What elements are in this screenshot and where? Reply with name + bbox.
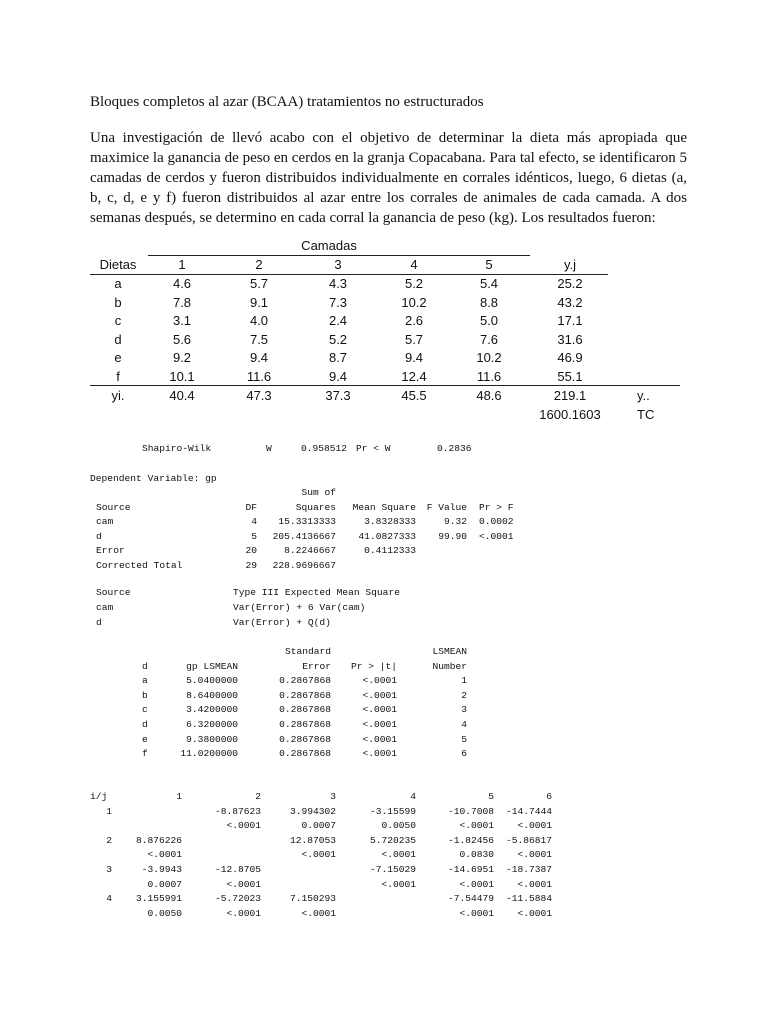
data-cell: 7.8 <box>172 294 192 310</box>
lsmeans-d-cell: f <box>142 748 148 760</box>
data-cell: 4.3 <box>328 276 348 291</box>
data-cell: 11.6 <box>476 369 502 384</box>
data-cell: 11.6 <box>246 369 272 384</box>
row-total-cell: 25.2 <box>557 276 583 291</box>
pairwise-t-value: -7.54479 <box>447 893 494 905</box>
pairwise-p-value: <.0001 <box>459 878 494 890</box>
row-total-cell: 43.2 <box>557 294 583 310</box>
data-cell: 7.3 <box>328 294 348 310</box>
lsmeans-se-cell: 0.2867868 <box>279 704 331 716</box>
lsmeans-mean-cell: 11.0200000 <box>180 748 238 760</box>
anova-ss-cell: 8.2246667 <box>284 545 336 557</box>
pairwise-p-value: <.0001 <box>459 820 494 832</box>
lsmeans-d-cell: d <box>142 719 148 730</box>
lsmeans-mean-cell: 6.3200000 <box>186 719 238 730</box>
anova-ss-cell: 228.9696667 <box>272 560 336 571</box>
anova-df-cell: 5 <box>251 530 257 542</box>
anova-source-cell: d <box>96 530 102 542</box>
pairwise-row-header: 2 <box>106 834 112 846</box>
tc-label: TC <box>637 407 655 422</box>
lsmeans-mean-header: gp LSMEAN <box>186 660 238 672</box>
pairwise-t-value: 8.876226 <box>135 834 182 846</box>
pairwise-row-header: 4 <box>106 893 112 905</box>
pairwise-t-value: -7.15029 <box>369 864 416 875</box>
lsmeans-d-cell: a <box>142 675 148 687</box>
anova-ss-header: Squares <box>295 501 336 513</box>
totals-rule <box>90 385 680 386</box>
lsmeans-se-cell: 0.2867868 <box>279 689 331 701</box>
data-cell: 8.8 <box>479 294 499 310</box>
pairwise-column-header: 1 <box>176 791 182 802</box>
pairwise-t-value: -5.86817 <box>505 834 552 846</box>
lsmeans-se-cell: 0.2867868 <box>279 733 331 745</box>
anova-ms-cell: 3.8328333 <box>364 516 416 528</box>
shapiro-p-value: 0.2836 <box>437 443 472 454</box>
camada-column-header: 3 <box>334 257 342 272</box>
data-cell: 8.7 <box>328 350 348 366</box>
pairwise-t-value: -11.5884 <box>505 893 552 905</box>
camadas-group-header: Camadas <box>301 238 357 253</box>
data-cell: 10.2 <box>401 294 427 310</box>
dieta-label: c <box>114 313 122 329</box>
pairwise-t-value: -14.7444 <box>505 805 552 817</box>
data-cell: 9.4 <box>404 350 424 366</box>
column-total-cell: 48.6 <box>476 388 502 403</box>
pairwise-p-value: <.0001 <box>301 849 336 861</box>
pairwise-t-value: -1.82456 <box>447 834 494 846</box>
data-cell: 2.4 <box>328 313 348 329</box>
data-cell: 9.4 <box>328 369 348 384</box>
lsmeans-number-header-top: LSMEAN <box>432 646 467 657</box>
anova-ms-cell: 0.4112333 <box>364 545 416 557</box>
pairwise-t-value: -18.7387 <box>505 864 552 875</box>
shapiro-test-name: Shapiro-Wilk <box>142 443 212 454</box>
column-total-cell: 47.3 <box>246 388 272 403</box>
data-table <box>0 236 768 426</box>
anova-df-cell: 4 <box>251 516 257 528</box>
data-cell: 5.4 <box>479 276 499 291</box>
anova-source-cell: cam <box>96 516 114 528</box>
data-cell: 3.1 <box>172 313 192 329</box>
anova-source-header: Source <box>96 501 131 513</box>
lsmeans-p-cell: <.0001 <box>362 675 397 687</box>
expected-mean-square-table <box>0 586 768 632</box>
data-cell: 4.0 <box>249 313 269 329</box>
lsmeans-p-cell: <.0001 <box>362 704 397 716</box>
data-cell: 9.4 <box>249 350 269 366</box>
pairwise-t-value: -8.87623 <box>214 805 261 817</box>
data-cell: 4.6 <box>172 276 192 291</box>
shapiro-stat-value: 0.958512 <box>301 443 348 454</box>
lsmeans-se-header-top: Standard <box>284 646 331 657</box>
group-header-rule <box>148 255 530 256</box>
lsmeans-number-cell: 2 <box>461 689 467 701</box>
column-header-rule <box>90 274 608 275</box>
lsmeans-p-cell: <.0001 <box>362 689 397 701</box>
data-cell: 10.1 <box>169 369 195 384</box>
lsmeans-number-cell: 3 <box>461 704 467 716</box>
pairwise-column-header: 6 <box>546 791 552 802</box>
intro-paragraph: Una investigación de llevó acabo con el objetivo de determinar la dieta más apropiada que maximice la ganancia de peso en cerdos en la granja Copacabana. Para tal efecto, se identificaron 5 camadas de cerdos y fueron distribuidos individualmente en corrales idénticos, luego, 6 dietas (a, b, c, d, e y f) fueron distribuidos al azar entre los corrales de animales de cada camada. A dos semanas después, se determino en cada corral la ganancia de peso (kg). Los resultados fueron: <box>90 130 687 226</box>
anova-ms-cell: 41.0827333 <box>358 530 416 542</box>
anova-ss-cell: 205.4136667 <box>272 530 336 542</box>
ems-source-header: Source <box>96 587 131 598</box>
pairwise-p-value: 0.0007 <box>147 878 182 890</box>
lsmeans-d-cell: b <box>142 689 148 701</box>
camada-column-header: 1 <box>178 257 186 272</box>
lsmeans-se-cell: 0.2867868 <box>279 675 331 687</box>
pairwise-t-value: -5.72023 <box>214 893 261 905</box>
pairwise-row-header: 1 <box>106 805 112 817</box>
anova-f-cell: 99.90 <box>438 530 467 542</box>
anova-df-cell: 20 <box>245 545 257 557</box>
lsmeans-d-cell: e <box>142 733 148 745</box>
pairwise-column-header: 4 <box>410 791 416 802</box>
anova-source-cell: Corrected Total <box>96 560 183 571</box>
dieta-label: b <box>114 294 122 310</box>
lsmeans-table <box>0 645 768 763</box>
ems-source-cell: d <box>96 616 102 628</box>
data-cell: 9.1 <box>249 294 269 310</box>
pairwise-p-value: <.0001 <box>459 907 494 919</box>
pairwise-column-header: 2 <box>255 791 261 802</box>
shapiro-stat-label: W <box>266 443 272 454</box>
pairwise-p-value: <.0001 <box>381 849 416 861</box>
pairwise-corner-label: i/j <box>90 791 108 802</box>
dietas-header: Dietas <box>99 257 137 272</box>
lsmeans-p-cell: <.0001 <box>362 733 397 745</box>
lsmeans-number-header: Number <box>432 660 467 672</box>
data-cell: 5.7 <box>404 331 424 347</box>
pairwise-p-value: 0.0007 <box>301 820 336 832</box>
lsmeans-se-cell: 0.2867868 <box>279 748 331 760</box>
lsmeans-d-cell: c <box>142 704 148 716</box>
pairwise-p-value: 0.0830 <box>459 849 494 861</box>
lsmeans-mean-cell: 5.0400000 <box>186 675 238 687</box>
shapiro-wilk-output <box>0 442 768 457</box>
tc-value-cell: 1600.1603 <box>539 407 601 422</box>
grand-total-label: y.. <box>637 388 650 403</box>
pairwise-p-value: <.0001 <box>381 878 416 890</box>
shapiro-p-label: Pr < W <box>356 443 391 454</box>
lsmeans-p-cell: <.0001 <box>362 748 397 760</box>
pairwise-t-value: 7.150293 <box>289 893 336 905</box>
anova-p-cell: 0.0002 <box>479 516 514 528</box>
data-cell: 2.6 <box>404 313 424 329</box>
row-total-cell: 31.6 <box>557 331 583 347</box>
pairwise-t-value: -12.8705 <box>214 864 261 875</box>
lsmeans-number-cell: 6 <box>461 748 467 760</box>
data-cell: 10.2 <box>476 350 502 366</box>
lsmeans-mean-cell: 9.3800000 <box>186 733 238 745</box>
anova-ss-cell: 15.3313333 <box>278 516 336 528</box>
ems-expression-cell: Var(Error) + 6 Var(cam) <box>233 601 366 613</box>
total-column-header: y.j <box>563 257 577 272</box>
lsmeans-number-cell: 5 <box>461 733 467 745</box>
anova-f-cell: 9.32 <box>443 516 467 528</box>
ems-source-cell: cam <box>96 601 114 613</box>
grand-total-cell: 219.1 <box>553 388 587 403</box>
camada-column-header: 4 <box>410 257 418 272</box>
camada-column-header: 5 <box>485 257 493 272</box>
anova-table <box>0 486 768 576</box>
pairwise-p-value: <.0001 <box>517 878 552 890</box>
lsmeans-se-cell: 0.2867868 <box>279 719 331 730</box>
pairwise-p-value: 0.0050 <box>147 907 182 919</box>
lsmeans-number-cell: 1 <box>461 675 467 687</box>
dieta-label: d <box>114 331 122 347</box>
anova-df-header: DF <box>245 501 257 513</box>
data-cell: 5.2 <box>328 331 348 347</box>
pairwise-t-value: 3.155991 <box>135 893 182 905</box>
pairwise-t-value: 5.720235 <box>369 834 416 846</box>
pairwise-p-value: <.0001 <box>517 907 552 919</box>
pairwise-p-value: <.0001 <box>147 849 182 861</box>
camada-column-header: 2 <box>255 257 263 272</box>
data-cell: 5.7 <box>249 276 269 291</box>
anova-ms-header: Mean Square <box>352 501 416 513</box>
pairwise-t-value: -3.9943 <box>141 864 182 875</box>
dieta-label: a <box>114 276 122 291</box>
pairwise-t-value: -10.7008 <box>447 805 494 817</box>
pairwise-p-value: 0.0050 <box>381 820 416 832</box>
lsmeans-number-cell: 4 <box>461 719 467 730</box>
data-cell: 5.0 <box>479 313 499 329</box>
pairwise-row-header: 3 <box>106 864 112 875</box>
anova-source-cell: Error <box>96 545 125 557</box>
anova-f-header: F Value <box>426 501 467 513</box>
data-cell: 5.2 <box>404 276 424 291</box>
pairwise-comparisons-table <box>0 790 768 924</box>
dependent-variable-label: Dependent Variable: gp <box>90 473 217 484</box>
pairwise-t-value: 3.994302 <box>289 805 336 817</box>
data-cell: 5.6 <box>172 331 192 347</box>
lsmeans-p-cell: <.0001 <box>362 719 397 730</box>
anova-ss-header-top: Sum of <box>301 487 336 498</box>
lsmeans-se-header: Error <box>302 660 331 672</box>
data-cell: 7.6 <box>479 331 499 347</box>
row-total-cell: 46.9 <box>557 350 583 366</box>
pairwise-column-header: 5 <box>488 791 494 802</box>
pairwise-p-value: <.0001 <box>226 907 261 919</box>
ems-expression-cell: Var(Error) + Q(d) <box>233 616 331 628</box>
column-total-cell: 45.5 <box>401 388 427 403</box>
lsmeans-mean-cell: 3.4200000 <box>186 704 238 716</box>
row-total-cell: 17.1 <box>557 313 583 329</box>
lsmeans-p-header: Pr > |t| <box>350 660 397 672</box>
lsmeans-d-header: d <box>142 660 148 672</box>
data-cell: 7.5 <box>249 331 269 347</box>
pairwise-p-value: <.0001 <box>226 820 261 832</box>
yi-label: yi. <box>111 388 125 403</box>
dieta-label: e <box>114 350 122 366</box>
data-cell: 12.4 <box>401 369 427 384</box>
pairwise-p-value: <.0001 <box>301 907 336 919</box>
pairwise-t-value: 12.87053 <box>289 834 336 846</box>
column-total-cell: 40.4 <box>169 388 195 403</box>
row-total-cell: 55.1 <box>557 369 583 384</box>
pairwise-p-value: <.0001 <box>517 820 552 832</box>
anova-df-cell: 29 <box>245 560 257 571</box>
lsmeans-mean-cell: 8.6400000 <box>186 689 238 701</box>
data-cell: 9.2 <box>172 350 192 366</box>
pairwise-p-value: <.0001 <box>226 878 261 890</box>
pairwise-p-value: <.0001 <box>517 849 552 861</box>
anova-p-header: Pr > F <box>479 501 514 513</box>
column-total-cell: 37.3 <box>325 388 351 403</box>
pairwise-t-value: -14.6951 <box>447 864 494 875</box>
document-heading: Bloques completos al azar (BCAA) tratamientos no estructurados <box>90 94 484 110</box>
ems-header: Type III Expected Mean Square <box>233 587 400 598</box>
dieta-label: f <box>116 369 120 384</box>
pairwise-column-header: 3 <box>330 791 336 802</box>
pairwise-t-value: -3.15599 <box>369 805 416 817</box>
anova-p-cell: <.0001 <box>479 530 514 542</box>
